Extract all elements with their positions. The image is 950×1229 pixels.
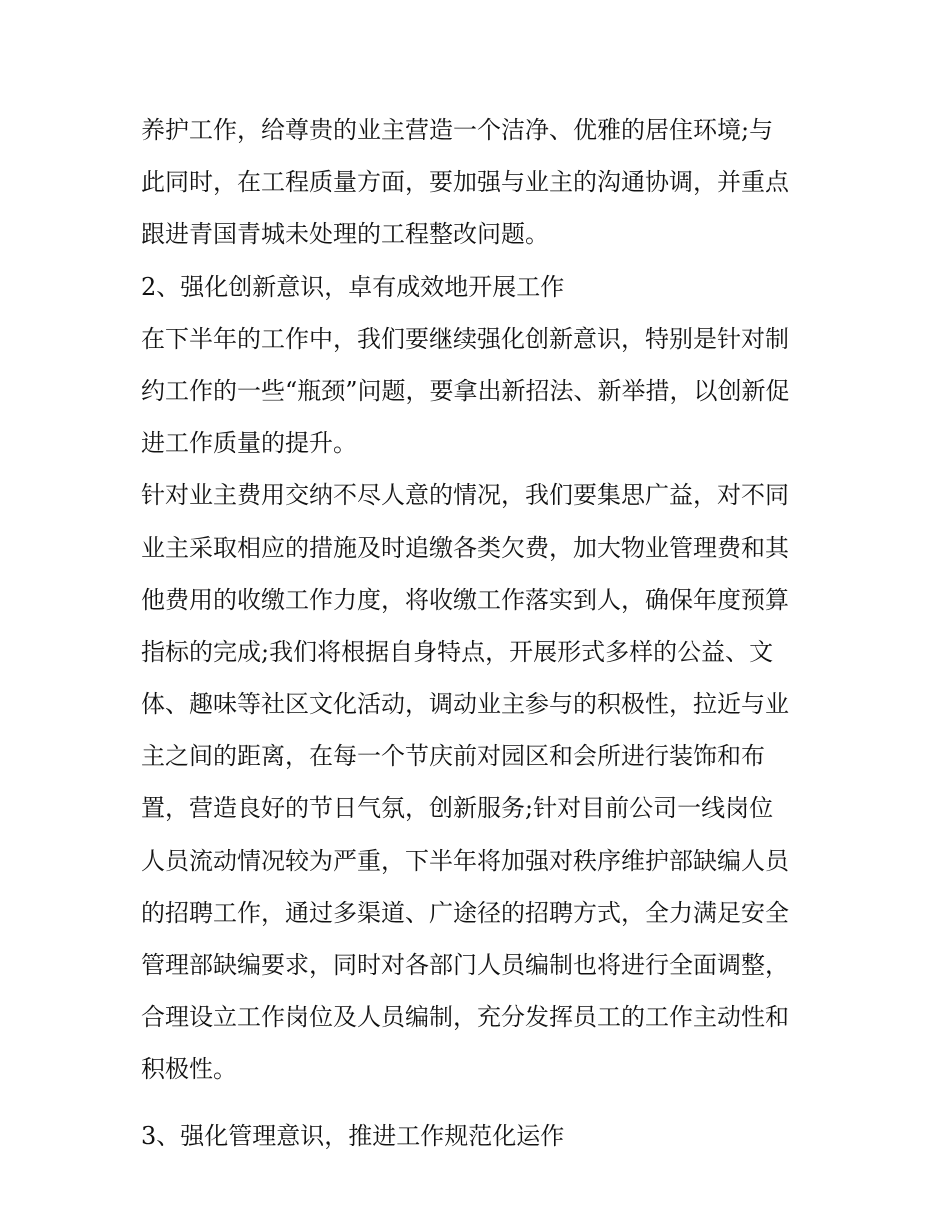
text-line: 管理部缺编要求，同时对各部门人员编制也将进行全面调整， — [141, 951, 789, 979]
paragraph-spacer — [141, 1096, 821, 1110]
text-line: 的招聘工作，通过多渠道、广途径的招聘方式，全力满足安全 — [141, 898, 789, 927]
text-line: 业主采取相应的措施及时追缴各类欠费，加大物业管理费和其 — [141, 533, 789, 562]
text-line: 在下半年的工作中，我们要继续强化创新意识，特别是针对制 — [141, 324, 789, 353]
text-line: 跟进青国青城未处理的工程整改问题。 — [141, 220, 549, 249]
text-line: 合理设立工作岗位及人员编制，充分发挥员工的工作主动性和 — [141, 1003, 789, 1032]
text-line: 针对业主费用交纳不尽人意的情况，我们要集思广益，对不同 — [141, 481, 789, 510]
text-line: 主之间的距离，在每一个节庆前对园区和会所进行装饰和布 — [141, 742, 765, 771]
text-line: 体、趣味等社区文化活动，调动业主参与的积极性，拉近与业 — [141, 690, 789, 719]
paragraph-fee-collection — [141, 469, 821, 1095]
document-body — [141, 104, 821, 1162]
text-line: 人员流动情况较为严重，下半年将加强对秩序维护部缺编人员 — [141, 846, 789, 875]
text-line: 置，营造良好的节日气氛，创新服务;针对目前公司一线岗位 — [141, 794, 774, 823]
paragraph-engineering-followup — [141, 104, 821, 261]
text-line: 此同时，在工程质量方面，要加强与业主的沟通协调，并重点 — [141, 168, 789, 197]
text-line: 进工作质量的提升。 — [141, 429, 357, 458]
text-line: 约工作的一些“瓶颈”问题，要拿出新招法、新举措，以创新促 — [141, 376, 790, 405]
section-heading-2: 2、强化创新意识，卓有成效地开展工作 — [141, 272, 565, 301]
text-line: 积极性。 — [141, 1055, 237, 1084]
paragraph-innovation — [141, 313, 821, 470]
text-line: 养护工作，给尊贵的业主营造一个洁净、优雅的居住环境;与 — [141, 116, 774, 144]
text-line: 指标的完成;我们将根据自身特点，开展形式多样的公益、文 — [141, 637, 774, 666]
text-line: 他费用的收缴工作力度，将收缴工作落实到人，确保年度预算 — [141, 585, 789, 614]
section-heading-3: 3、强化管理意识，推进工作规范化运作 — [141, 1121, 565, 1150]
